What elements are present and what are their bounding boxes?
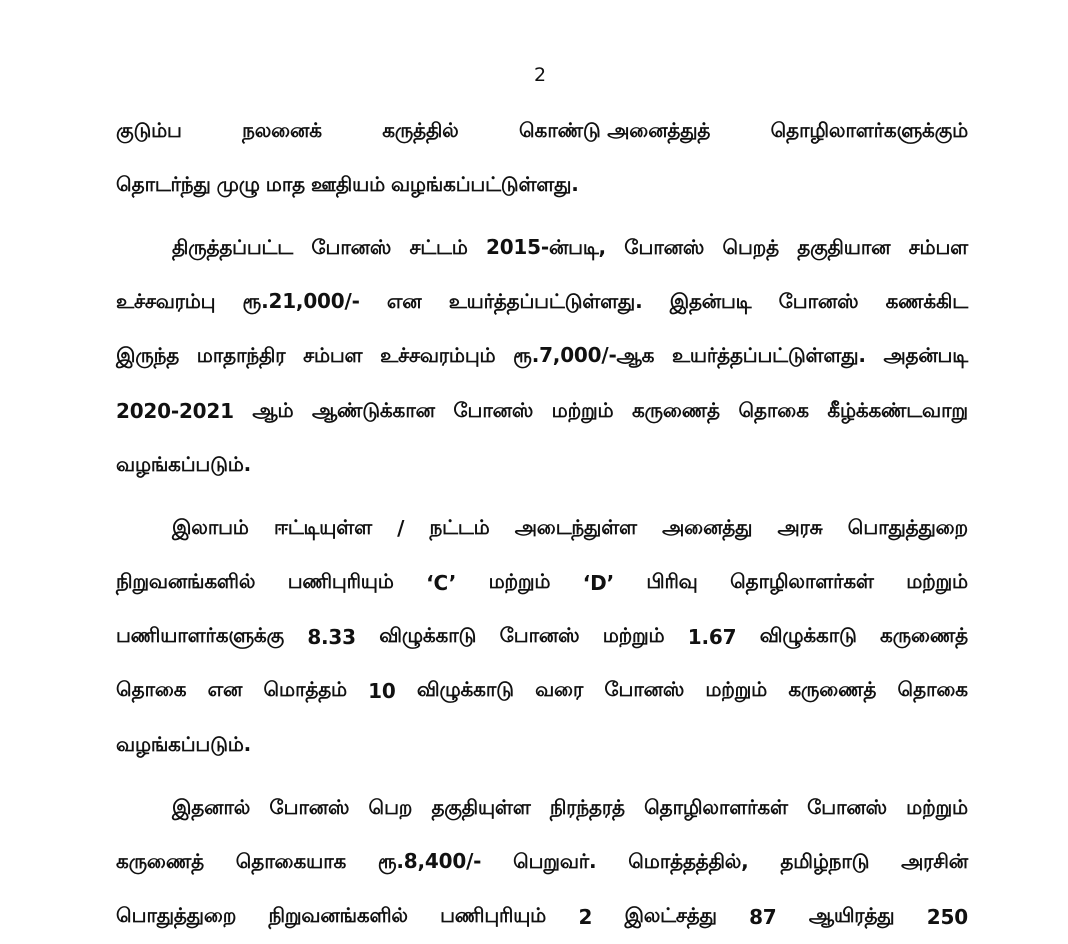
text-line-1 xyxy=(116,104,968,158)
word: கணக்கிட xyxy=(885,289,968,314)
text-line-4 xyxy=(116,276,968,330)
word: மொத்தம் xyxy=(263,677,347,702)
word: கொண்டு அனைத்துத் xyxy=(518,117,711,142)
word: தொகை xyxy=(116,677,187,702)
word: என xyxy=(207,677,243,702)
word: முழு xyxy=(216,171,260,196)
word: போனஸ் xyxy=(311,234,392,259)
word: அடைந்துள்ள xyxy=(514,514,637,539)
word: கருணைத் xyxy=(631,397,720,422)
word: உயர்த்தப்பட்டுள்ளது. xyxy=(448,289,643,314)
word: கருணைத் xyxy=(788,677,877,702)
word: மற்றும் xyxy=(705,677,768,702)
text-line-7 xyxy=(116,438,968,492)
text-line-8 xyxy=(116,501,968,555)
word: சட்டம் xyxy=(409,234,468,259)
word: இலட்சத்து xyxy=(624,903,717,928)
word: 250 xyxy=(926,904,968,929)
word: பிரிவு xyxy=(646,569,698,594)
word: நட்டம் xyxy=(429,514,490,539)
word: தொகை xyxy=(738,397,809,422)
word: / xyxy=(397,516,405,541)
word: போனஸ் xyxy=(604,677,685,702)
word: பணிபுரியும் xyxy=(287,569,394,594)
word: மற்றும் xyxy=(602,623,665,648)
text-line-13 xyxy=(116,781,968,835)
word: மற்றும் xyxy=(488,569,551,594)
word: அதன்படி xyxy=(883,343,968,368)
word: மாத xyxy=(265,171,305,196)
word: போனஸ் xyxy=(269,794,350,819)
word: இதனால் xyxy=(172,794,251,819)
word: போனஸ் xyxy=(624,234,705,259)
word: தகுதியான xyxy=(797,234,891,259)
word: மாதாந்திர xyxy=(196,343,286,368)
word: ரூ.7,000/-ஆக xyxy=(513,343,655,368)
word: பெற xyxy=(368,794,413,819)
word: போனஸ் xyxy=(778,289,859,314)
word: பொதுத்துறை xyxy=(116,903,237,928)
word: இதன்படி xyxy=(669,289,752,314)
word: மொத்தத்தில், xyxy=(628,849,749,874)
word: திருத்தப்பட்ட xyxy=(172,234,293,259)
word: பணிபுரியும் xyxy=(440,903,547,928)
word: உச்சவரம்பும் xyxy=(380,343,496,368)
word: நிறுவனங்களில் xyxy=(268,903,408,928)
word: மற்றும் xyxy=(906,794,968,819)
text-line-10 xyxy=(116,610,968,664)
word: தொகை xyxy=(897,677,968,702)
word: கருணைத் xyxy=(116,849,204,874)
word: 87 xyxy=(749,904,777,929)
word: மற்றும் xyxy=(906,569,968,594)
word: நிரந்தரத் xyxy=(549,794,625,819)
text-line-5 xyxy=(116,330,968,384)
word: விழுக்காடு xyxy=(379,623,477,648)
word: 1.67 xyxy=(687,624,737,649)
text-line-3 xyxy=(116,221,968,275)
word: உச்சவரம்பு xyxy=(116,289,216,314)
word: ஈட்டியுள்ள xyxy=(273,514,372,539)
word: விழுக்காடு xyxy=(759,623,857,648)
word: அனைத்து xyxy=(662,514,753,539)
word: என xyxy=(386,289,422,314)
word: கீழ்க்கண்டவாறு xyxy=(827,397,968,422)
word: பொதுத்துறை xyxy=(847,514,968,539)
word: ஊதியம் xyxy=(310,171,385,196)
word: போனஸ் xyxy=(807,794,887,819)
word: சம்பள xyxy=(303,343,363,368)
word: வழங்கப்பட்டுள்ளது. xyxy=(390,171,579,196)
word: 10 xyxy=(368,678,396,703)
word: கருத்தில் xyxy=(382,117,459,142)
word: ஆயிரத்து xyxy=(808,903,895,928)
word: 2020-2021 xyxy=(116,399,234,424)
word: வழங்கப்படும். xyxy=(116,731,252,756)
word: தொழிலாளர்கள் xyxy=(730,569,874,594)
word: வரை xyxy=(535,677,584,702)
word: ‘C’ xyxy=(426,570,457,595)
text-line-11 xyxy=(116,664,968,718)
word: அரசின் xyxy=(901,849,968,874)
word: போனஸ் xyxy=(453,397,534,422)
body-text xyxy=(116,104,968,944)
text-line-14 xyxy=(116,835,968,889)
word: சம்பள xyxy=(908,234,968,259)
word: ஆண்டுக்கான xyxy=(311,397,435,422)
word: ரூ.8,400/- xyxy=(377,849,482,874)
word: வழங்கப்படும். xyxy=(116,451,252,476)
word: கருணைத் xyxy=(880,623,968,648)
word: மற்றும் xyxy=(551,397,614,422)
word: தமிழ்நாடு xyxy=(780,849,870,874)
word: போனஸ் xyxy=(499,623,580,648)
page-number: 2 xyxy=(533,64,547,86)
word: தொடர்ந்து xyxy=(116,171,211,196)
word: ஆம் xyxy=(252,397,294,422)
text-line-9 xyxy=(116,556,968,610)
text-line-12 xyxy=(116,718,968,772)
word: தொழிலாளர்கள் xyxy=(644,794,788,819)
word: தொழிலாளர்களுக்கும் xyxy=(770,117,968,142)
text-line-15 xyxy=(116,890,968,944)
word: 2 xyxy=(578,904,593,929)
word: இருந்த xyxy=(116,343,180,368)
word: 2015-ன்படி, xyxy=(486,234,606,259)
word: தகுதியுள்ள xyxy=(431,794,531,819)
text-line-2 xyxy=(116,158,968,212)
word: 8.33 xyxy=(307,624,356,649)
text-line-6 xyxy=(116,384,968,438)
word: இலாபம் xyxy=(172,514,249,539)
word: பணியாளர்களுக்கு xyxy=(116,623,284,648)
word: தொகையாக xyxy=(235,849,347,874)
word: அரசு xyxy=(777,514,823,539)
word: ரூ.21,000/- xyxy=(242,289,360,314)
word: விழுக்காடு xyxy=(416,677,514,702)
word: நிறுவனங்களில் xyxy=(116,569,256,594)
word: குடும்ப xyxy=(116,117,182,142)
word: ‘D’ xyxy=(582,570,614,595)
word: பெறத் xyxy=(722,234,779,259)
word: நலனைக் xyxy=(242,117,322,142)
word: பெறுவர். xyxy=(513,849,597,874)
word: உயர்த்தப்பட்டுள்ளது. xyxy=(671,343,866,368)
